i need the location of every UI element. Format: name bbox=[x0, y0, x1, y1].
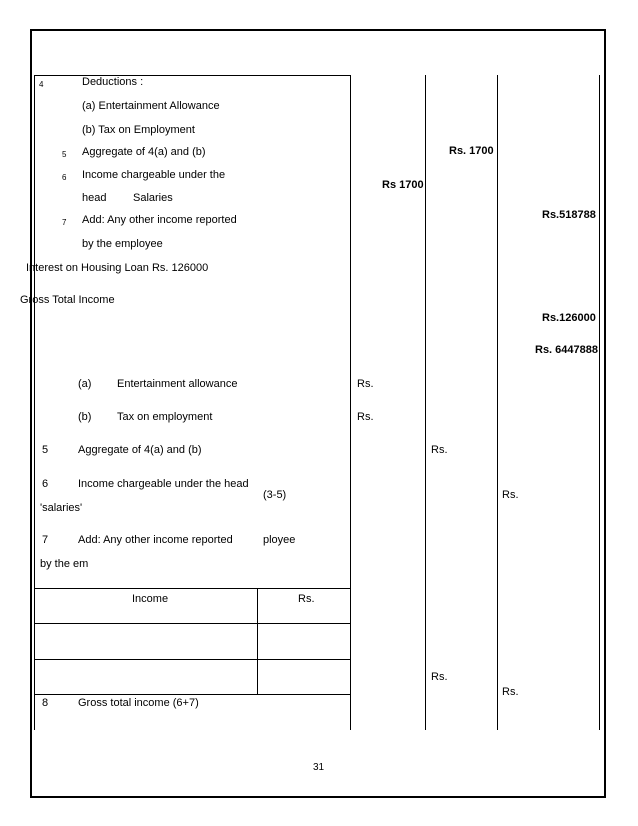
col-rule-4 bbox=[599, 75, 600, 730]
lower-row8-number: 8 bbox=[42, 697, 49, 709]
row4-number: 4 bbox=[39, 80, 44, 89]
row4a-label: (a) Entertainment Allowance bbox=[82, 100, 220, 112]
lower-row7-total-rs: Rs. bbox=[431, 671, 448, 683]
lower-row4a-letter: (a) bbox=[78, 378, 92, 390]
income-table-row2-top bbox=[34, 659, 350, 660]
gross-line: Gross Total Income bbox=[20, 294, 115, 306]
row5-amount: Rs. 1700 bbox=[449, 145, 494, 157]
lower-row7-label-line2: by the em bbox=[40, 558, 89, 570]
income-table-row1-top bbox=[34, 623, 350, 624]
page-number: 31 bbox=[313, 762, 325, 773]
row7-amount: Rs.518788 bbox=[542, 209, 596, 221]
row5-label: Aggregate of 4(a) and (b) bbox=[82, 146, 206, 158]
row6-label-line2-a: head bbox=[82, 192, 107, 204]
lower-row8-rs: Rs. bbox=[502, 686, 519, 698]
lower-row4b-label: Tax on employment bbox=[117, 411, 213, 423]
lower-row6-label-line1: Income chargeable under the head bbox=[78, 478, 249, 490]
col-rule-label-right bbox=[350, 75, 351, 730]
row5-number: 5 bbox=[62, 150, 67, 159]
col-rule-3 bbox=[497, 75, 498, 730]
col-rule-2 bbox=[425, 75, 426, 730]
lower-row5-label: Aggregate of 4(a) and (b) bbox=[78, 444, 202, 456]
lower-row6-rs: Rs. bbox=[502, 489, 519, 501]
income-table-bottom bbox=[34, 694, 350, 695]
row6-amount: Rs 1700 bbox=[382, 179, 424, 191]
lower-row7-number: 7 bbox=[42, 534, 49, 546]
row4b-label: (b) Tax on Employment bbox=[82, 124, 195, 136]
gross-amount: Rs. 6447888 bbox=[535, 344, 598, 356]
lower-row5-number: 5 bbox=[42, 444, 49, 456]
lower-row6-label-line2: 'salaries' bbox=[40, 502, 83, 514]
interest-amount: Rs.126000 bbox=[542, 312, 596, 324]
row6-number: 6 bbox=[62, 173, 67, 182]
lower-row6-formula: (3-5) bbox=[263, 489, 287, 501]
lower-row4a-label: Entertainment allowance bbox=[117, 378, 238, 390]
income-table-top bbox=[34, 588, 350, 589]
lower-row4a-rs: Rs. bbox=[357, 378, 374, 390]
income-table-header-income: Income bbox=[132, 593, 169, 605]
row6-label-line1: Income chargeable under the bbox=[82, 169, 226, 181]
row6-label-line2-b: Salaries bbox=[133, 192, 173, 204]
interest-line: Interest on Housing Loan Rs. 126000 bbox=[26, 262, 209, 274]
lower-row7-label-line1: Add: Any other income reported bbox=[78, 534, 233, 546]
lower-row8-label: Gross total income (6+7) bbox=[78, 697, 199, 709]
lower-row4b-rs: Rs. bbox=[357, 411, 374, 423]
gross-line-clip bbox=[20, 294, 284, 308]
row7-label-line1: Add: Any other income reported bbox=[82, 214, 237, 226]
row7-label-line2: by the employee bbox=[82, 238, 163, 250]
lower-row6-number: 6 bbox=[42, 478, 49, 490]
col-rule-mid bbox=[257, 588, 258, 694]
income-table-header-rs: Rs. bbox=[298, 593, 315, 605]
col-rule-left bbox=[34, 75, 35, 730]
row7-number: 7 bbox=[62, 218, 67, 227]
interest-line-clip bbox=[26, 262, 280, 276]
lower-row4b-letter: (b) bbox=[78, 411, 92, 423]
lower-row7-overflow: ployee bbox=[263, 534, 296, 546]
lower-row5-rs: Rs. bbox=[431, 444, 448, 456]
row4-label: Deductions : bbox=[82, 76, 144, 88]
